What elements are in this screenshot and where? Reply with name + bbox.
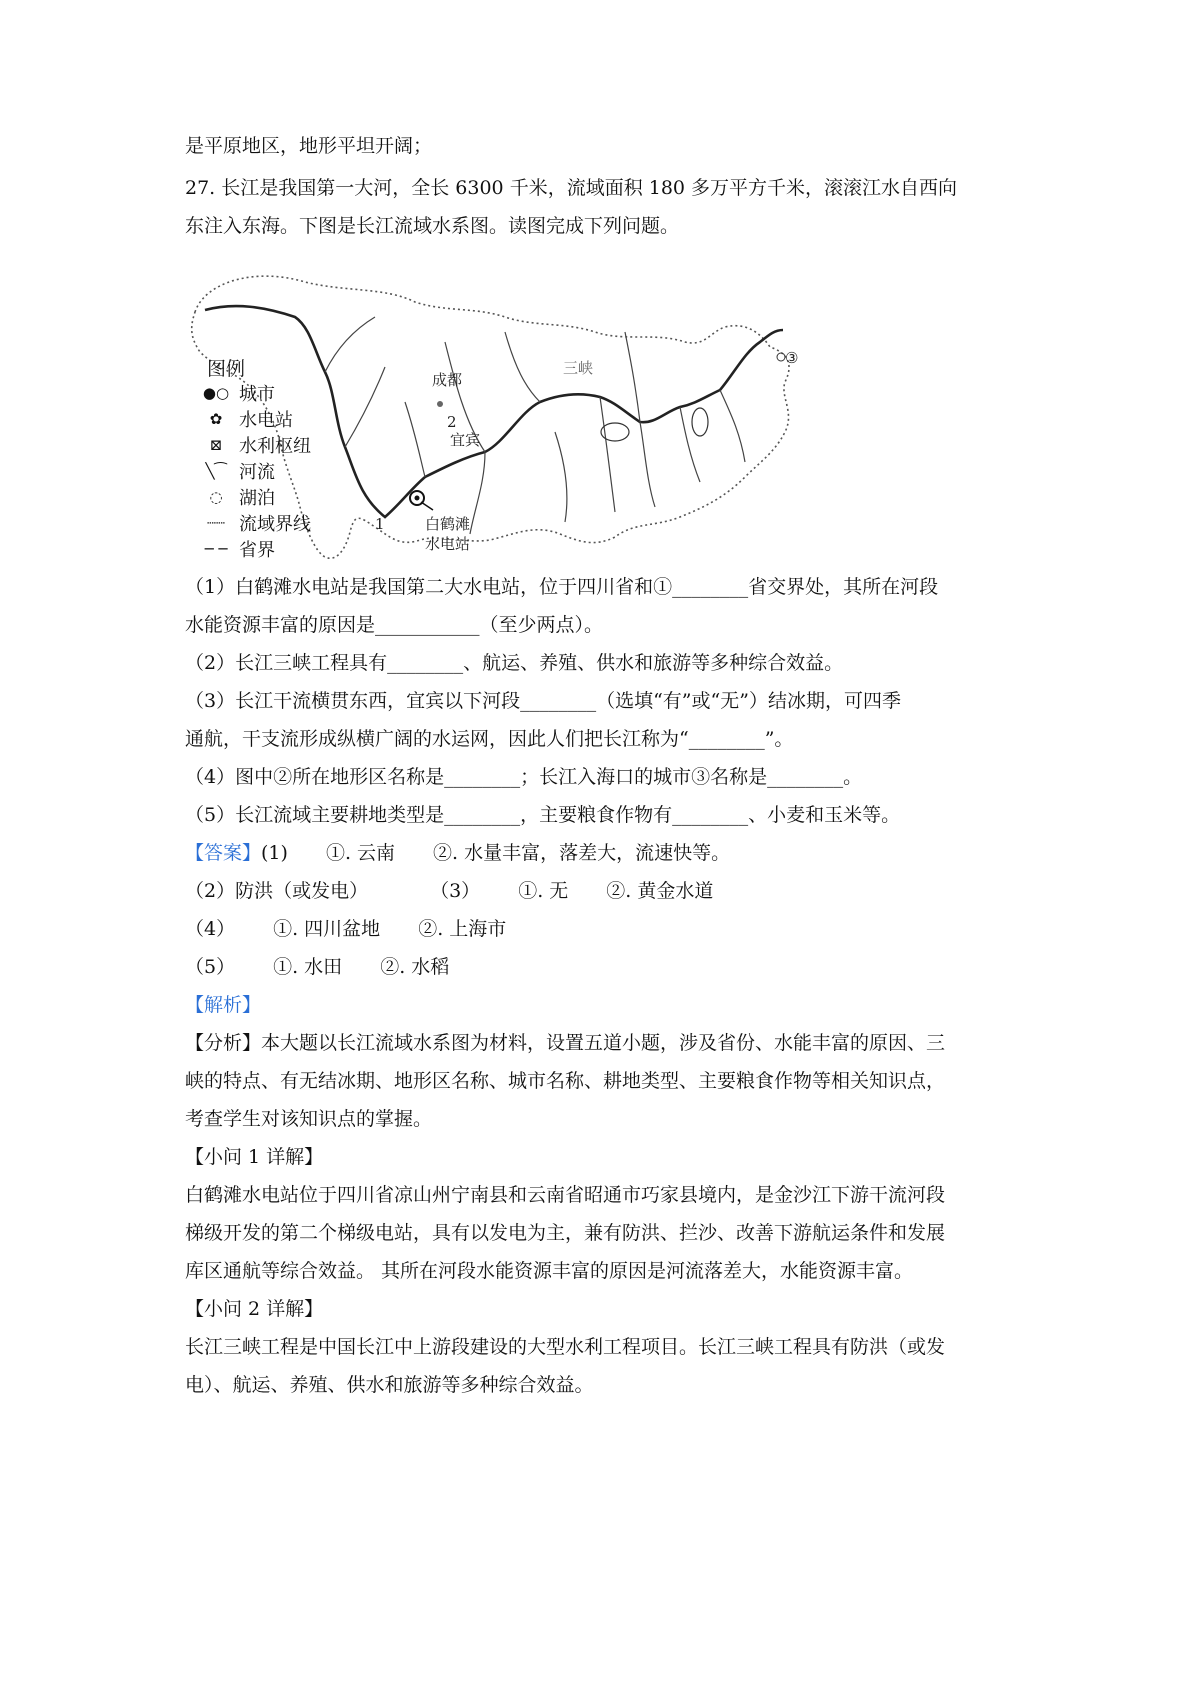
analysis-line: 【分析】本大题以长江流域水系图为材料，设置五道小题，涉及省份、水能丰富的原因、三 xyxy=(185,1032,946,1054)
answer-label: 【答案】 xyxy=(185,842,262,864)
lake-poyang xyxy=(692,408,708,436)
question-27-line: 东注入东海。下图是长江流域水系图。读图完成下列问题。 xyxy=(185,215,680,237)
sub2-line: 长江三峡工程是中国长江中上游段建设的大型水利工程项目。长江三峡工程具有防洪（或发 xyxy=(185,1336,946,1358)
lake-icon: ◌ xyxy=(209,488,223,506)
label-sanxia: 三峡 xyxy=(563,359,594,377)
city-shanghai xyxy=(777,353,785,361)
yangtze-basin-map xyxy=(185,272,890,612)
answer-line-2: （2）防洪（或发电） （3） ①. 无 ②. 黄金水道 xyxy=(185,880,714,902)
legend-item: ┈┈ 流域界线 xyxy=(193,510,311,536)
label-num3: ③ xyxy=(785,349,799,367)
label-baihetan-1: 白鹤滩 xyxy=(425,515,471,533)
legend-item: ✿ 水电站 xyxy=(193,406,293,432)
legend-item: ⊠ 水利枢纽 xyxy=(193,432,311,458)
legend-item: ─ ─ 省界 xyxy=(193,536,275,562)
sub2-title: 【小问 2 详解】 xyxy=(185,1298,324,1320)
label-num2: 2 xyxy=(447,413,457,431)
sub1-line: 白鹤滩水电站位于四川省凉山州宁南县和云南省昭通市巧家县境内，是金沙江下游干流河段 xyxy=(185,1184,946,1206)
basin-boundary-icon: ┈┈ xyxy=(206,514,226,532)
analysis-line: 峡的特点、有无结冰期、地形区名称、城市名称、耕地类型、主要粮食作物等相关知识点， xyxy=(185,1070,946,1092)
province-boundary-icon: ─ ─ xyxy=(204,540,228,558)
water-hub-icon: ⊠ xyxy=(209,436,223,454)
legend-title: 图例 xyxy=(207,358,246,380)
label-num1: 1 xyxy=(375,515,385,533)
legend-item: ●○ 城市 xyxy=(193,380,275,406)
label-yibin: 宜宾 xyxy=(450,431,481,449)
question-line: 水能资源丰富的原因是___________（至少两点）。 xyxy=(185,614,604,636)
text-line: 是平原地区，地形平坦开阔； xyxy=(185,135,433,157)
legend-item: ╲⁀ 河流 xyxy=(193,458,275,484)
answer-line-4: （5） ①. 水田 ②. 水稻 xyxy=(185,956,450,978)
analysis-label: 【解析】 xyxy=(185,994,262,1016)
sub1-line: 库区通航等综合效益。 其所在河段水能资源丰富的原因是河流落差大，水能资源丰富。 xyxy=(185,1260,914,1282)
river-icon: ╲⁀ xyxy=(205,462,227,480)
question-line: （5）长江流域主要耕地类型是________，主要粮食作物有________、小麦和玉米等。 xyxy=(185,804,901,826)
label-baihetan-2: 水电站 xyxy=(425,535,471,553)
answer-line-3: （4） ①. 四川盆地 ②. 上海市 xyxy=(185,918,507,940)
answer-line-1: 【答案】(1) ①. 云南 ②. 水量丰富，落差大，流速快等。 xyxy=(185,842,731,864)
city-dots-icon: ●○ xyxy=(202,384,230,402)
question-line: （1）白鹤滩水电站是我国第二大水电站，位于四川省和①________省交界处，其所在河段 xyxy=(185,576,939,598)
question-27-line: 27. 长江是我国第一大河，全长 6300 千米，流域面积 180 多万平方千米，滚滚江水自西向 xyxy=(185,177,958,199)
question-line: （3）长江干流横贯东西，宜宾以下河段________（选填“有”或“无”）结冰期，可四季 xyxy=(185,690,901,712)
sub1-line: 梯级开发的第二个梯级电站，具有以发电为主，兼有防洪、拦沙、改善下游航运条件和发展 xyxy=(185,1222,946,1244)
city-chengdu xyxy=(437,401,443,407)
sub2-line: 电）、航运、养殖、供水和旅游等多种综合效益。 xyxy=(185,1374,594,1396)
analysis-line: 考查学生对该知识点的掌握。 xyxy=(185,1108,433,1130)
hydropower-station-icon: ✿ xyxy=(209,410,223,428)
question-line: （4）图中②所在地形区名称是________；长江入海口的城市③名称是________。 xyxy=(185,766,863,788)
legend-item: ◌ 湖泊 xyxy=(193,484,275,510)
question-line: （2）长江三峡工程具有________、航运、养殖、供水和旅游等多种综合效益。 xyxy=(185,652,844,674)
question-line: 通航，干支流形成纵横广阔的水运网，因此人们把长江称为“________”。 xyxy=(185,728,794,750)
label-chengdu: 成都 xyxy=(432,371,463,389)
sub1-title: 【小问 1 详解】 xyxy=(185,1146,324,1168)
